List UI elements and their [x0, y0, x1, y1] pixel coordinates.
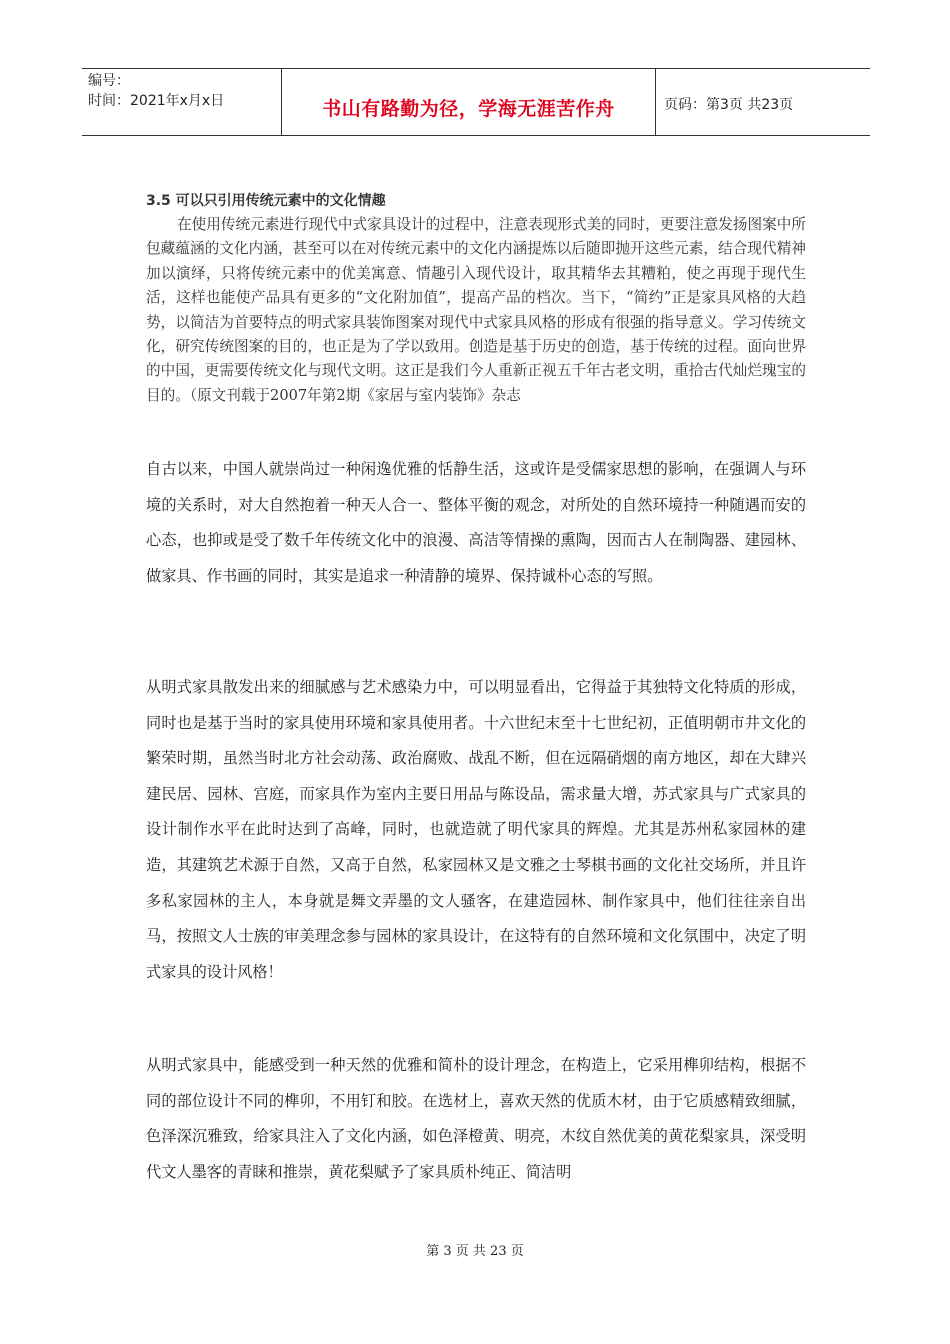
body-paragraph-3: 从明式家具中，能感受到一种天然的优雅和简朴的设计理念，在构造上，它采用榫卯结构，根据不同的部位设计不同的榫卯，不用钉和胶。在选材上，喜欢天然的优质木材，由于它质感精致细腻，色泽深沉雅致，给家具注入了文化内涵，如色泽橙黄、明亮，木纹自然优美的黄花梨家具，深受明代文人墨客的青睐和推崇，黄花梨赋予了家具质朴纯正、简洁明 [146, 1056, 806, 1181]
section-intro-paragraph: 在使用传统元素进行现代中式家具设计的过程中，注意表现形式美的同时，更要注意发扬图案中所包藏蕴涵的文化内涵，甚至可以在对传统元素中的文化内涵提炼以后随即抛开这些元素，结合现代精神加以演绎，只将传统元素中的优美寓意、情趣引入现代设计，取其精华去其糟粕，使之再现于现代生活，这样也能使产品具有更多的“文化附加值”，提高产品的档次。当下，“简约”正是家具风格的大趋势，以简洁为首要特点的明式家具装饰图案对现代中式家具风格的形成有很强的指导意义。学习传统文化，研究传统图案的目的，也正是为了学以致用。创造是基于历史的创造，基于传统的过程。面向世界的中国，更需要传统文化与现代文明。这正是我们今人重新正视五千年古老文明，重拾古代灿烂瑰宝的目的。（原文刊载于2007年第2期《家居与室内装饰》杂志 [146, 216, 806, 404]
header-motto-cell [282, 69, 656, 135]
section-title: 3.5 可以只引用传统元素中的文化情趣 [146, 193, 386, 209]
header-page-cell [656, 69, 870, 135]
page-footer: 第 3 页 共 23 页 [426, 1244, 524, 1259]
body-paragraph-2: 从明式家具散发出来的细腻感与艺术感染力中，可以明显看出，它得益于其独特文化特质的形成，同时也是基于当时的家具使用环境和家具使用者。十六世纪末至十七世纪初，正值明朝市井文化的繁荣时期，虽然当时北方社会动荡、政治腐败、战乱不断，但在远隔硝烟的南方地区，却在大肆兴建民居、园林、宫庭，而家具作为室内主要日用品与陈设品，需求量大增，苏式家具与广式家具的设计制作水平在此时达到了高峰，同时，也就造就了明代家具的辉煌。尤其是苏州私家园林的建造，其建筑艺术源于自然，又高于自然，私家园林又是文雅之士琴棋书画的文化社交场所，并且许多私家园林的主人，本身就是舞文弄墨的文人骚客，在建造园林、制作家具中，他们往往亲自出马，按照文人士族的审美理念参与园林的家具设计，在这特有的自然环境和文化氛围中，决定了明式家具的设计风格！ [146, 678, 806, 981]
serial-number-label: 编号： [88, 73, 130, 89]
date-label: 时间：2021年x月x日 [88, 93, 225, 109]
header-meta-cell [82, 69, 282, 135]
page-number-label: 页码：第3页 共23页 [664, 97, 794, 113]
body-paragraph-1: 自古以来，中国人就崇尚过一种闲逸优雅的恬静生活，这或许是受儒家思想的影响，在强调人与环境的关系时，对大自然抱着一种天人合一、整体平衡的观念，对所处的自然环境持一种随遇而安的心态，也抑或是受了数千年传统文化中的浪漫、高洁等情操的熏陶，因而古人在制陶器、建园林、做家具、作书画的同时，其实是追求一种清静的境界、保持诚朴心态的写照。 [146, 460, 806, 585]
motto-text: 书山有路勤为径，学海无涯苦作舟 [322, 97, 615, 120]
document-header [82, 68, 870, 136]
